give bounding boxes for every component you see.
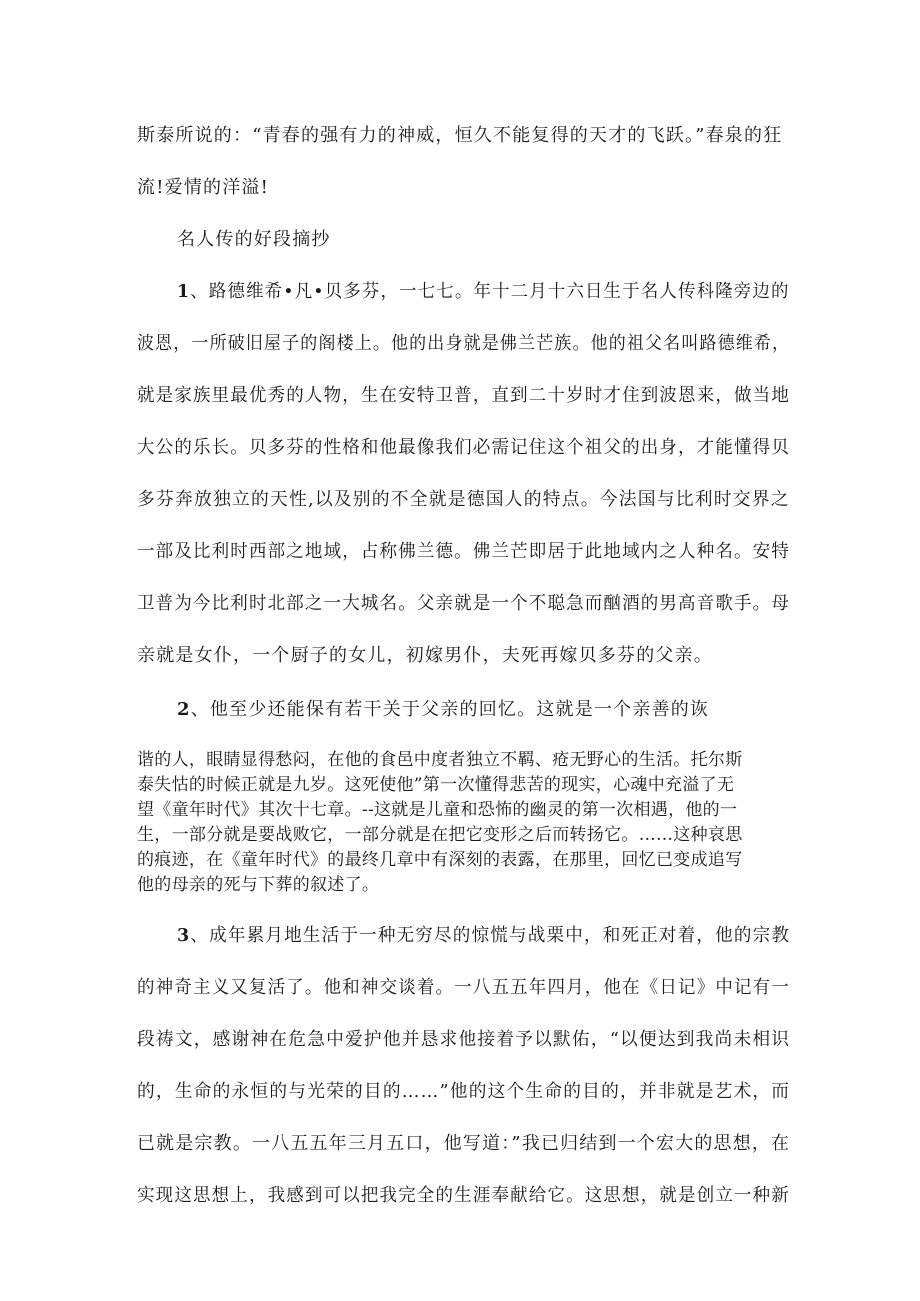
p1-line-1 bbox=[177, 277, 790, 303]
intro-line-1: 斯泰所说的：“青春的强有力的神威，恒久不能复得的天才的飞跃。”春泉的狂 bbox=[137, 125, 783, 146]
p2-line-3: 泰失怙的时候正就是九岁。这死使他”第一次懂得悲苦的现实，心魂中充溢了无 bbox=[137, 775, 735, 795]
section-heading: 名人传的好段摘抄 bbox=[177, 229, 331, 250]
p2-line-2: 谐的人，眼睛显得愁闷，在他的食邑中度者独立不羁、疮无野心的生活。托尔斯 bbox=[137, 750, 743, 770]
p2-number: 2 bbox=[177, 699, 191, 720]
p1-line-5: 多芬奔放独立的天性,以及别的不全就是德国人的特点。今法国与比利时交界之 bbox=[137, 489, 790, 510]
p3-line-1-text: 、成年累月地生活于一种无穷尽的惊慌与战栗中，和死正对着，他的宗教 bbox=[190, 925, 791, 946]
p2-line-4: 望《童年时代》其次十七章。--这就是儿童和恐怖的幽灵的第一次相遇，他的一 bbox=[137, 800, 738, 820]
p2-line-1 bbox=[177, 695, 709, 721]
p1-line-8: 亲就是女仆，一个厨子的女儿，初嫁男仆，夫死再嫁贝多芬的父亲。 bbox=[137, 645, 713, 666]
p2-line-6: 的痕迹，在《童年时代》的最终几章中有深刻的表露，在那里，回忆已变成追写 bbox=[137, 850, 743, 870]
p3-line-5: 已就是宗教。一八五五年三月五口，他写道：”我已归结到一个宏大的思想，在 bbox=[137, 1133, 791, 1154]
p1-line-3: 就是家族里最优秀的人物，生在安特卫普，直到二十岁时才住到波恩来，做当地 bbox=[137, 385, 790, 406]
p1-line-2: 波恩，一所破旧屋子的阁楼上。他的出身就是佛兰芒族。他的祖父名叫路德维希， bbox=[137, 333, 791, 354]
p1-number: 1 bbox=[177, 281, 191, 302]
p2-line-7: 他的母亲的死与下葬的叙述了。 bbox=[137, 875, 380, 895]
p3-line-6: 实现这思想上，我感到可以把我完全的生涯奉献给它。这思想，就是创立一种新 bbox=[137, 1185, 790, 1206]
p2-line-5: 生，一部分就是要战败它，一部分就是在把它变形之后而转扬它。……这种哀思 bbox=[137, 825, 743, 845]
p3-line-1 bbox=[177, 921, 790, 947]
p3-line-4: 的，生命的永恒的与光荣的目的……”他的这个生命的目的，并非就是艺术，而 bbox=[137, 1081, 791, 1102]
intro-line-2: 流!爱情的洋溢! bbox=[137, 177, 270, 198]
p1-line-6: 一部及比利时西部之地域，占称佛兰德。佛兰芒即居于此地域内之人种名。安特 bbox=[137, 541, 790, 562]
p3-line-3: 段祷文，感谢神在危急中爱护他并恳求他接着予以默佑，“以便达到我尚未相识 bbox=[137, 1029, 791, 1050]
p3-number: 3 bbox=[177, 925, 191, 946]
p1-line-1-text: 、路德维希•凡•贝多芬，一七七。年十二月十六日生于名人传科隆旁边的 bbox=[190, 281, 790, 302]
p2-line-1-text: 、他至少还能保有若干关于父亲的回忆。这就是一个亲善的诙 bbox=[190, 699, 710, 720]
p1-line-7: 卫普为今比利时北部之一大城名。父亲就是一个不聪急而酗酒的男高音歌手。母 bbox=[137, 593, 790, 614]
p1-line-4: 大公的乐长。贝多芬的性格和他最像我们必需记住这个祖父的出身，才能懂得贝 bbox=[137, 437, 790, 458]
p3-line-2: 的神奇主义又复活了。他和神交谈着。一八五五年四月，他在《日记》中记有一 bbox=[137, 977, 790, 998]
